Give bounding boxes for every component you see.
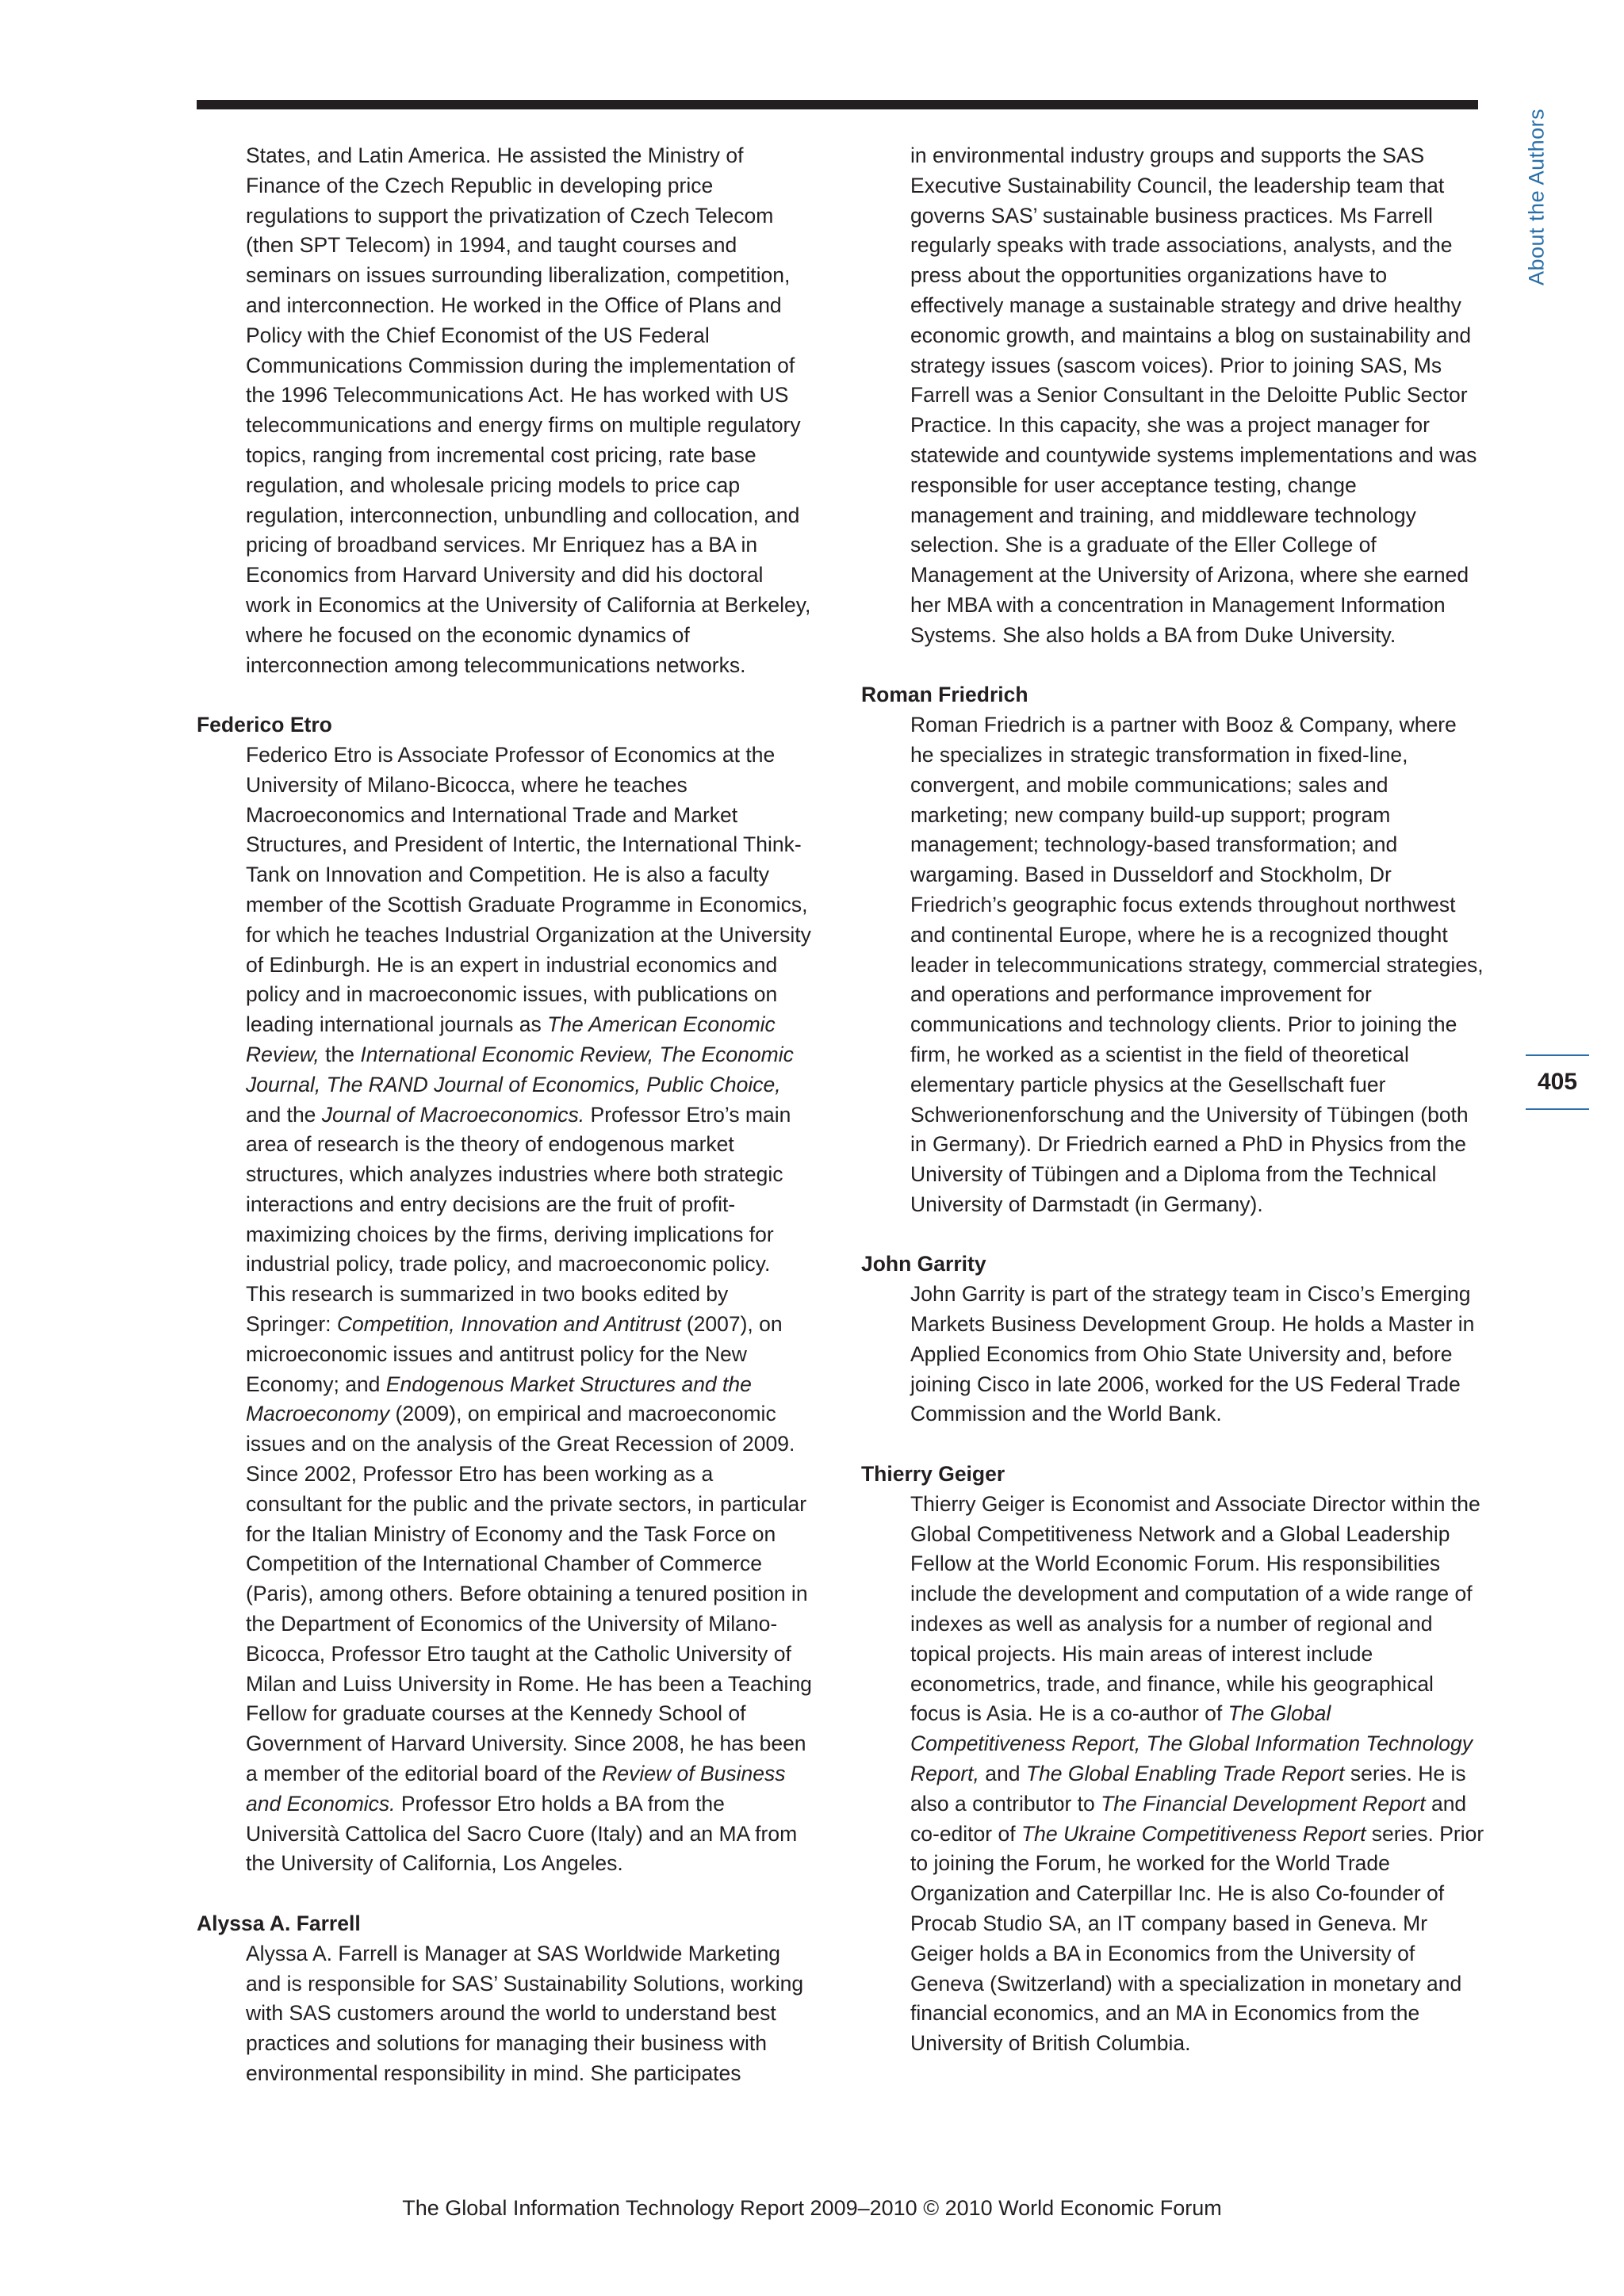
page-number-box <box>1526 1054 1589 1110</box>
bio-friedrich: Roman Friedrich is a partner with Booz & Company, where he specializes in strategic transformation in fixed-line, convergent, and mobile communications; sales and marketing; new company build-up support; program management; technology-based transformation; and wargaming. Based in Dusseldorf and Stockholm, Dr Friedrich’s geographic focus extends throughout northwest and continental Europe, where he is a recognized thought leader in telecommunications strategy, commercial strategies, and operations and performance improvement for communications and technology clients. Prior to joining the firm, he worked as a scientist in the field of theoretical elementary particle physics at the Gesellschaft fuer Schwerionenforschung and the University of Tübingen (both in Germany). Dr Friedrich earned a PhD in Physics from the University of Tübingen and a Diploma from the Technical University of Darmstadt (in Germany). <box>910 713 1484 1216</box>
bio-farrell-continued: in environmental industry groups and supports the SAS Executive Sustainability Council, the leadership team that governs SAS’ sustainable business practices. Ms Farrell regularly speaks with trade associations, analysts, and the press about the opportunities organizations have to effectively manage a sustainable strategy and drive healthy economic growth, and maintains a blog on sustainability and strategy issues (sascom voices). Prior to joining SAS, Ms Farrell was a Senior Consultant in the Deloitte Public Sector Practice. In this capacity, she was a project manager for statewide and countywide systems implementations and was responsible for user acceptance testing, change management and training, and middleware technology selection. She is a graduate of the Eller College of Management at the University of Arizona, where she earned her MBA with a concentration in Management Information Systems. She also holds a BA from Duke University. <box>910 144 1477 647</box>
page-footer: The Global Information Technology Report 2009–2010 © 2010 World Economic Forum <box>402 2196 1222 2220</box>
bio-geiger: Thierry Geiger is Economist and Associate Director within the Global Competitiveness Network and a Global Leadership Fellow at the World Economic Forum. His responsibilities include the development and computation of a wide range of indexes as well as analysis for a number of regional and topical projects. His main areas of interest include econometrics, trade, and finance, while his geographical focus is Asia. He is a co-author of The Global Competitiveness Report, The Global Information Technology Report, and The Global Enabling Trade Report series. He is also a contributor to The Financial Development Report and co-editor of The Ukraine Competitiveness Report series. Prior to joining the Forum, he worked for the World Trade Organization and Caterpillar Inc. He is also Co-founder of Procab Studio SA, an IT company based in Geneva. Mr Geiger holds a BA in Economics from the University of Geneva (Switzerland) with a specialization in monetary and financial economics, and an MA in Economics from the University of British Columbia. <box>910 1491 1484 2056</box>
author-name-garrity: John Garrity <box>861 1252 986 1276</box>
page-number: 405 <box>1537 1069 1578 1095</box>
top-rule <box>197 100 1478 109</box>
bio-farrell: Alyssa A. Farrell is Manager at SAS Worldwide Marketing and is responsible for SAS’ Sustainability Solutions, working with SAS customers around the world to understand best practices and solutions for managing their business with environmental responsibility in mind. She participates <box>246 1941 804 2085</box>
author-name-farrell: Alyssa A. Farrell <box>197 1911 361 1936</box>
bio-etro: Federico Etro is Associate Professor of Economics at the University of Milano-Bicocca, where he teaches Macroeconomics and International Trade and Market Structures, and President of Intertic, the International Think-Tank on Innovation and Competition. He is also a faculty member of the Scottish Graduate Programme in Economics, for which he teaches Industrial Organization at the University of Edinburgh. He is an expert in industrial economics and policy and in macroeconomic issues, with publications on leading international journals as The American Economic Review, the International Economic Review, The Economic Journal, The RAND Journal of Economics, Public Choice, and the Journal of Macroeconomics. Professor Etro’s main area of research is the theory of endogenous market structures, which analyzes industries where both strategic interactions and entry decisions are the fruit of profit-maximizing choices by the firms, deriving implications for industrial policy, trade policy, and macroeconomic policy. This research is summarized in two books edited by Springer: Competition, Innovation and Antitrust (2007), on microeconomic issues and antitrust policy for the New Economy; and Endogenous Market Structures and the Macroeconomy (2009), on empirical and macroeconomic issues and on the analysis of the Great Recession of 2009. Since 2002, Professor Etro has been working as a consultant for the public and the private sectors, in particular for the Italian Ministry of Economy and the Task Force on Competition of the International Chamber of Commerce (Paris), among others. Before obtaining a tenured position in the Department of Economics of the University of Milano-Bicocca, Professor Etro taught at the Catholic University of Milan and Luiss University in Rome. He has been a Teaching Fellow for graduate courses at the Kennedy School of Government of Harvard University. Since 2008, he has been a member of the editorial board of the Review of Business and Economics. Professor Etro holds a BA from the Università Cattolica del Sacro Cuore (Italy) and an MA from the University of California, Los Angeles. <box>246 742 812 1876</box>
author-name-etro: Federico Etro <box>197 713 332 737</box>
bio-garrity: John Garrity is part of the strategy team in Cisco’s Emerging Markets Business Development Group. He holds a Master in Applied Economics from Ohio State University and, before joining Cisco in late 2006, worked for the US Federal Trade Commission and the World Bank. <box>910 1282 1475 1426</box>
bio-enriquez-continued: States, and Latin America. He assisted the Ministry of Finance of the Czech Republic in developing price regulations to support the privatization of Czech Telecom (then SPT Telecom) in 1994, and taught courses and seminars on issues surrounding liberalization, competition, and interconnection. He worked in the Office of Plans and Policy with the Chief Economist of the US Federal Communications Commission during the implementation of the 1996 Telecommunications Act. He has worked with US telecommunications and energy firms on multiple regulatory topics, ranging from incremental cost pricing, rate base regulation, and wholesale pricing models to price cap regulation, interconnection, unbundling and collocation, and pricing of broadband services. Mr Enriquez has a BA in Economics from Harvard University and did his doctoral work in Economics at the University of California at Berkeley, where he focused on the economic dynamics of interconnection among telecommunications networks. <box>246 144 811 677</box>
author-name-geiger: Thierry Geiger <box>861 1462 1005 1487</box>
left-column <box>197 141 812 2089</box>
author-name-friedrich: Roman Friedrich <box>861 683 1028 707</box>
section-label: About the Authors <box>1524 108 1549 285</box>
right-column <box>861 141 1484 2059</box>
